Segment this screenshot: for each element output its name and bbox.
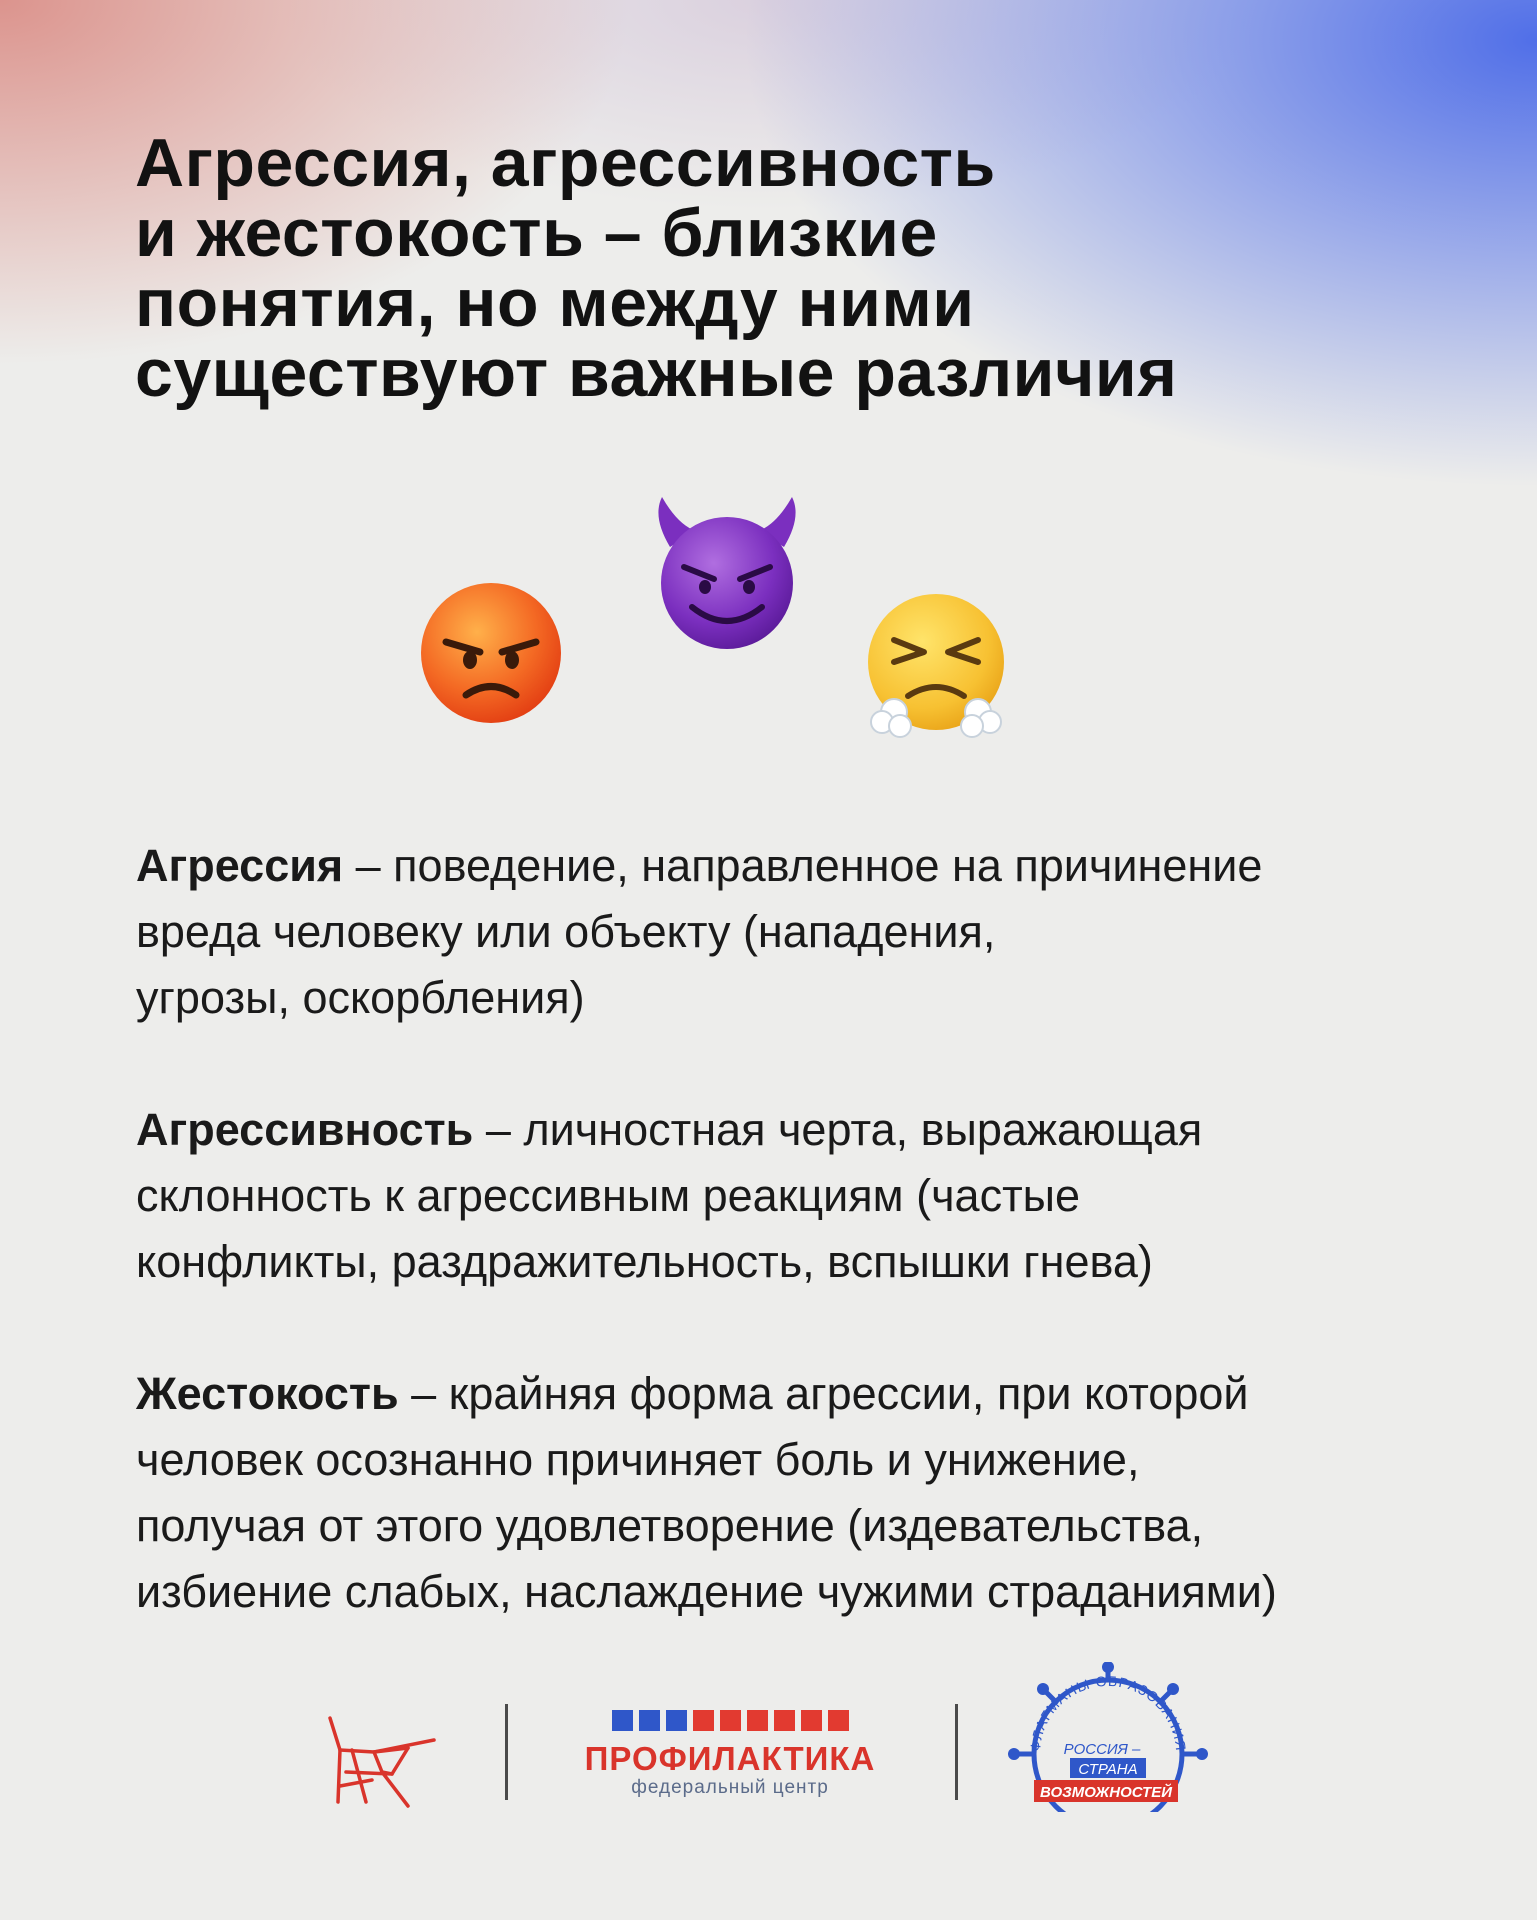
definition-cruelty xyxy=(136,1361,1426,1625)
title-line: Агрессия, агрессивность xyxy=(135,125,996,201)
definition-line: конфликты, раздражительность, вспышки гнева) xyxy=(136,1236,1153,1287)
definition-text: – крайняя форма агрессии, при которой xyxy=(398,1368,1249,1419)
flag-arc-text: ФЛАГМАНЫ ОБРАЗОВАНИЯ xyxy=(1026,1672,1190,1753)
flag-line-2: СТРАНА xyxy=(1078,1761,1138,1778)
definition-text: – личностная черта, выражающая xyxy=(473,1104,1203,1155)
profilaktika-name: ПРОФИЛАКТИКА xyxy=(584,1740,876,1777)
flag-line-1: РОССИЯ – xyxy=(1063,1741,1141,1758)
title-line: существуют важные различия xyxy=(135,335,1178,411)
definition-line: склонность к агрессивным реакциям (частые xyxy=(136,1170,1081,1221)
footer-divider xyxy=(955,1704,958,1800)
smiling-devil-icon xyxy=(648,495,806,653)
definition-text: – поведение, направленное на причинение xyxy=(343,840,1263,891)
definition-term: Агрессивность xyxy=(136,1104,474,1155)
definition-term: Жестокость xyxy=(136,1368,399,1419)
flag-line-3: ВОЗМОЖНОСТЕЙ xyxy=(1040,1784,1172,1801)
title-line: и жестокость – близкие xyxy=(135,195,938,271)
definitions-list xyxy=(136,833,1426,1691)
definition-aggressiveness xyxy=(136,1097,1426,1295)
profilaktika-subtitle: федеральный центр xyxy=(631,1777,829,1798)
definition-line: угрозы, оскорбления) xyxy=(136,972,585,1023)
footer-logos xyxy=(0,1660,1537,1820)
title-line: понятия, но между ними xyxy=(135,265,975,341)
steam-from-nose-face-icon xyxy=(860,592,1012,740)
definition-line: избиение слабых, наслаждение чужими страданиями) xyxy=(136,1566,1277,1617)
tricolor-blocks-icon xyxy=(560,1710,900,1731)
definition-aggression xyxy=(136,833,1426,1031)
page-title xyxy=(135,125,1415,411)
definition-line xyxy=(136,1361,1426,1427)
definition-term: Агрессия xyxy=(136,840,344,891)
footer-divider xyxy=(505,1704,508,1800)
definition-line: вреда человеку или объекту (нападения, xyxy=(136,906,996,957)
definition-line xyxy=(136,1097,1426,1163)
definition-line: получая от этого удовлетворение (издевательства, xyxy=(136,1500,1204,1551)
red-chair-logo-icon xyxy=(322,1710,442,1810)
definition-line: человек осознанно причиняет боль и унижение, xyxy=(136,1434,1140,1485)
flagships-wheel-logo xyxy=(1000,1662,1214,1812)
definition-line xyxy=(136,833,1426,899)
profilaktika-logo xyxy=(560,1710,900,1799)
angry-face-icon xyxy=(418,580,564,726)
